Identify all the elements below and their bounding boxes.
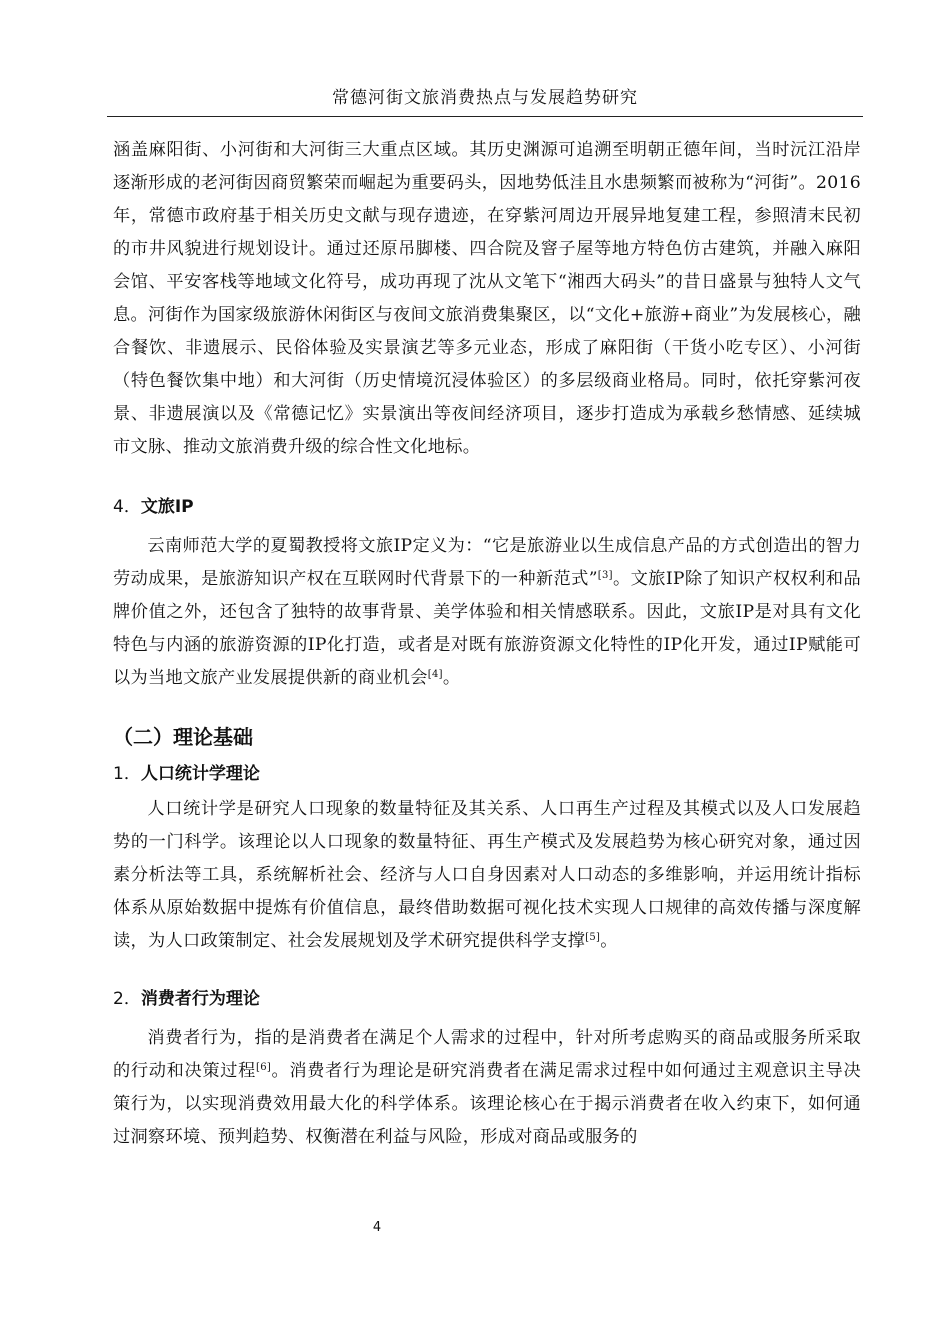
section-title: 消费者行为理论	[140, 989, 260, 1009]
intro-paragraph: 涵盖麻阳街、小河街和大河街三大重点区域。其历史渊源可追溯至明朝正德年间，当时沅江沿岸逐渐形成的老河街因商贸繁荣而崛起为重要码头，因地势低洼且水患频繁而被称为“河街”。2016年，常德市政府基于相关历史文献与现存遗迹，在穿紫河周边开展异地复建工程，参照清末民初的市井风貌进行规划设计。通过还原吊脚楼、四合院及窨子屋等地方特色仿古建筑，并融入麻阳会馆、平安客栈等地域文化符号，成功再现了沈从文笔下“湘西大码头”的昔日盛景与独特人文气息。河街作为国家级旅游休闲街区与夜间文旅消费集聚区，以“文化+旅游+商业”为发展核心，融合餐饮、非遗展示、民俗体验及实景演艺等多元业态，形成了麻阳街（干货小吃专区）、小河街（特色餐饮集中地）和大河街（历史情境沉浸体验区）的多层级商业格局。同时，依托穿紫河夜景、非遗展演以及《常德记忆》实景演出等夜间经济项目，逐步打造成为承载乡愁情感、延续城市文脉、推动文旅消费升级的综合性文化地标。	[113, 140, 861, 457]
section-title: 文旅IP	[140, 497, 194, 517]
citation-5: [5]	[585, 932, 601, 943]
demography-text-a: 人口统计学是研究人口现象的数量特征及其关系、人口再生产过程及其模式以及人口发展趋势的一门科学。该理论以人口现象的数量特征、再生产模式及发展趋势为核心研究对象，通过因素分析法等工具，系统解析社会、经济与人口自身因素对人口动态的多维影响，并运用统计指标体系从原始数据中提炼有价值信息，最终借助数据可视化技术实现人口规律的高效传播与深度解读，为人口政策制定、社会发展规划及学术研究提供科学支撑	[113, 799, 861, 951]
section-number: 4．	[113, 497, 141, 517]
running-header: 常德河街文旅消费热点与发展趋势研究	[107, 86, 863, 117]
citation-6: [6]	[256, 1062, 272, 1073]
consumer-text-a: 消费者行为，指的是消费者在满足个人需求的过程中，针对所考虑购买的商品或服务所采取的行动和决策过程	[113, 1028, 861, 1081]
section-heading-ip	[113, 492, 861, 522]
consumer-paragraph	[113, 1022, 861, 1154]
ip-text-b: 。文旅IP除了知识产权权利和品牌价值之外，还包含了独特的故事背景、美学体验和相关情感联系。因此，文旅IP是对具有文化特色与内涵的旅游资源的IP化打造，或者是对既有旅游资源文化特性的IP化开发，通过IP赋能可以为当地文旅产业发展提供新的商业机会	[113, 569, 861, 688]
ip-paragraph	[113, 530, 861, 695]
demography-text-b: 。	[600, 931, 618, 951]
section-heading-consumer	[113, 984, 861, 1014]
consumer-text-b: 。消费者行为理论是研究消费者在满足需求过程中如何通过主观意识主导决策行为，以实现消费效用最大化的科学体系。该理论核心在于揭示消费者在收入约束下，如何通过洞察环境、预判趋势、权衡潜在利益与风险，形成对商品或服务的	[113, 1061, 861, 1147]
page-content	[113, 134, 861, 1154]
section-title: 人口统计学理论	[140, 764, 260, 784]
section-number: 1．	[113, 764, 141, 784]
page-number: 4	[372, 1220, 382, 1235]
ip-text-a: 云南师范大学的夏蜀教授将文旅IP定义为：“它是旅游业以生成信息产品的方式创造出的智力劳动成果，是旅游知识产权在互联网时代背景下的一种新范式”	[113, 536, 861, 589]
ip-text-c: 。	[442, 668, 461, 688]
citation-3: [3]	[597, 570, 613, 581]
chapter-heading-theory: （二）理论基础	[113, 725, 253, 749]
section-number: 2．	[113, 989, 141, 1009]
demography-paragraph	[113, 793, 861, 958]
section-heading-demography	[113, 759, 861, 789]
citation-4: [4]	[427, 669, 443, 680]
